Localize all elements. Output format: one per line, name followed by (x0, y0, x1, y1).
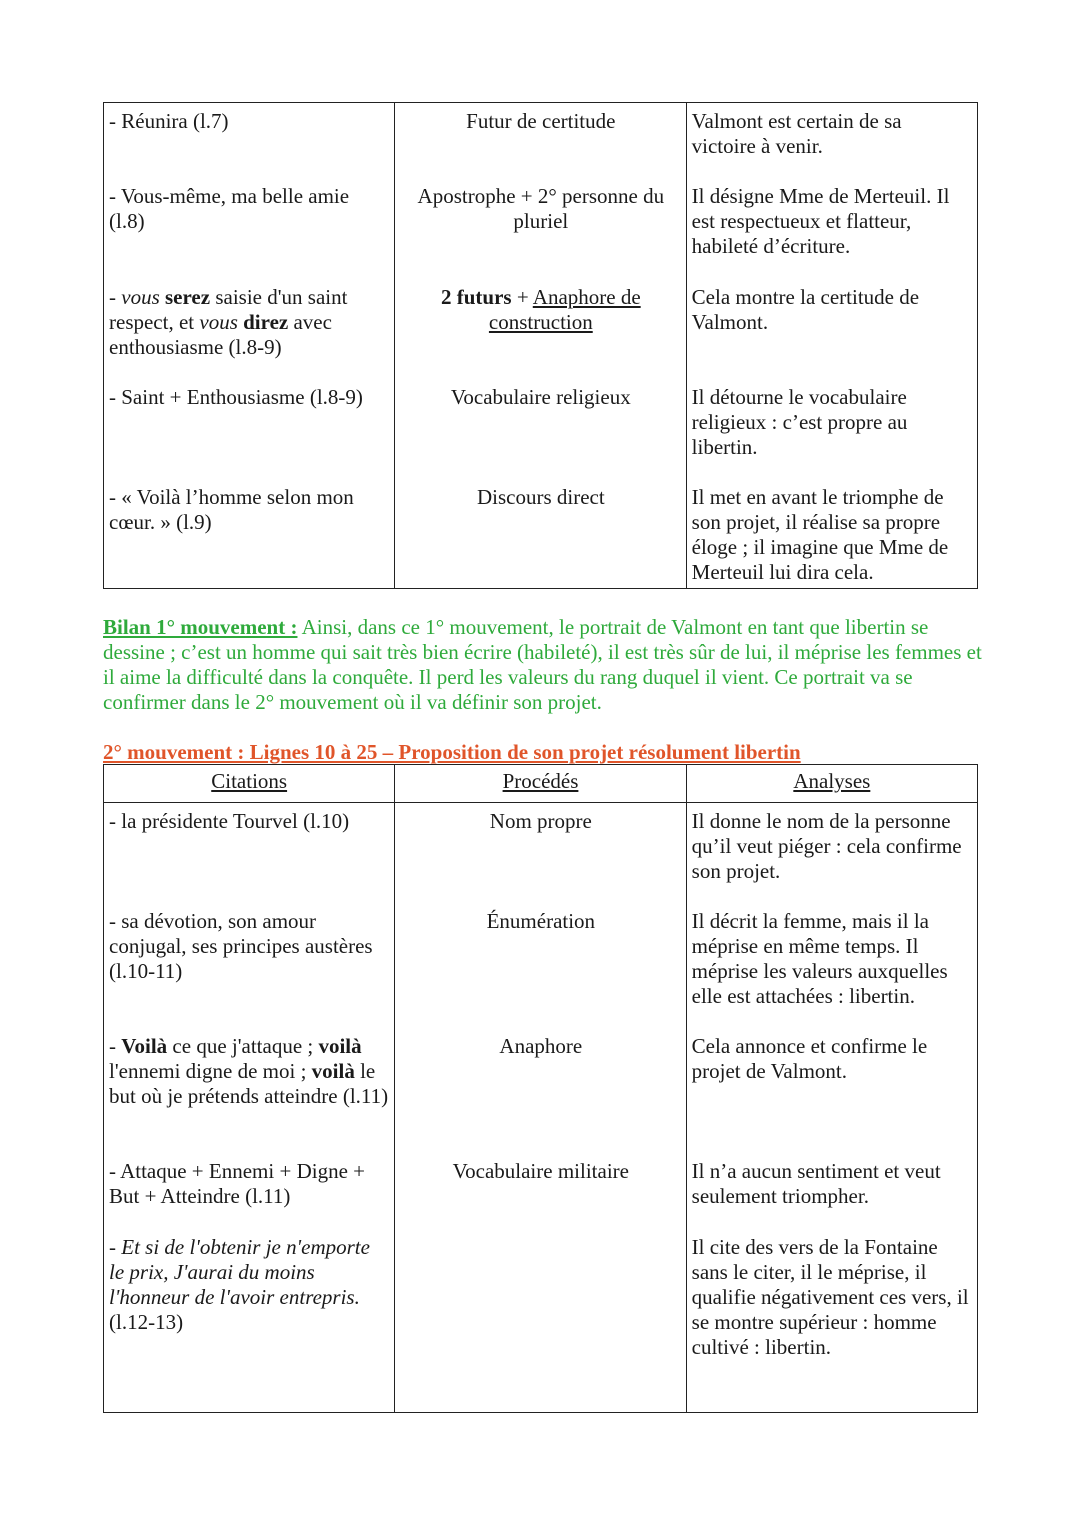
procede: Futur de certitude (466, 109, 616, 133)
citation: - Réunira (l.7) (109, 109, 229, 133)
analyse: Valmont est certain de sa victoire à venir. (691, 109, 902, 158)
citation: - vous serez saisie d'un saint respect, et vous direz avec enthousiasme (l.8-9) (109, 285, 348, 359)
citation: - Voilà ce que j'attaque ; voilà l'ennemi digne de moi ; voilà le but où je prétends atteindre (l.11) (109, 1034, 389, 1108)
table-mouvement-1 (103, 102, 978, 589)
table-mouvement-2 (103, 764, 978, 1413)
analyse: Cela montre la certitude de Valmont. (691, 285, 920, 334)
citation: - la présidente Tourvel (l.10) (109, 809, 350, 833)
column-analyses-1 (686, 103, 977, 589)
procede: Nom propre (489, 809, 592, 833)
column-procedes-1 (395, 103, 686, 589)
bilan-paragraph (103, 615, 983, 715)
analyse: Il n’a aucun sentiment et veut seulement triompher. (691, 1159, 941, 1208)
column-analyses-2 (686, 803, 977, 1413)
header-procedes: Procédés (395, 765, 686, 803)
bilan-text: Ainsi, dans ce 1° mouvement, le portrait de Valmont en tant que libertin se dessine ; c’est un homme qui sait très bien écrire (habileté), il est très sûr de lui, il méprise les femmes et il aime la difficulté dans la conquête. Il perd les valeurs du rang duquel il vient. Ce portrait va se confirmer dans le 2° mouvement où il va définir son projet. (103, 615, 982, 714)
column-citations-1 (104, 103, 395, 589)
citation: - sa dévotion, son amour conjugal, ses principes austères (l.10-11) (109, 909, 373, 983)
citation: - « Voilà l’homme selon mon cœur. » (l.9) (109, 485, 354, 534)
header-citations: Citations (104, 765, 395, 803)
procede: Anaphore (499, 1034, 583, 1058)
citation: - Vous-même, ma belle amie (l.8) (109, 184, 350, 233)
analyse: Cela annonce et confirme le projet de Valmont. (691, 1034, 928, 1083)
analyse: Il cite des vers de la Fontaine sans le citer, il le méprise, il qualifie négativement ces vers, il se montre supérieur : homme cultivé : libertin. (691, 1235, 969, 1359)
procede: Vocabulaire militaire (452, 1159, 629, 1183)
procede: Énumération (486, 909, 596, 933)
section-title-mouvement-2: 2° mouvement : Lignes 10 à 25 – Proposition de son projet résolument libertin (103, 740, 801, 764)
analyse: Il décrit la femme, mais il la méprise en même temps. Il méprise les valeurs auxquelles elle est attachées : libertin. (691, 909, 948, 1008)
procede: Apostrophe + 2° personne du pluriel (417, 184, 665, 233)
procede: Discours direct (476, 485, 605, 509)
analyse: Il détourne le vocabulaire religieux : c’est propre au libertin. (691, 385, 908, 459)
citation: - Et si de l'obtenir je n'emporte le prix, J'aurai du moins l'honneur de l'avoir entrepris. (l.12-13) (109, 1235, 370, 1334)
citation: - Saint + Enthousiasme (l.8-9) (109, 385, 363, 409)
procede: 2 futurs + Anaphore de construction (441, 285, 641, 334)
bilan-title: Bilan 1° mouvement : (103, 615, 298, 639)
column-procedes-2 (395, 803, 686, 1413)
procede: Vocabulaire religieux (450, 385, 631, 409)
citation: - Attaque + Ennemi + Digne + But + Atteindre (l.11) (109, 1159, 365, 1208)
analyse: Il donne le nom de la personne qu’il veut piéger : cela confirme son projet. (691, 809, 962, 883)
header-analyses: Analyses (686, 765, 977, 803)
analyse: Il met en avant le triomphe de son projet, il réalise sa propre éloge ; il imagine que Mme de Merteuil lui dira cela. (691, 485, 949, 584)
analyse: Il désigne Mme de Merteuil. Il est respectueux et flatteur, habileté d’écriture. (691, 184, 950, 258)
column-citations-2 (104, 803, 395, 1413)
